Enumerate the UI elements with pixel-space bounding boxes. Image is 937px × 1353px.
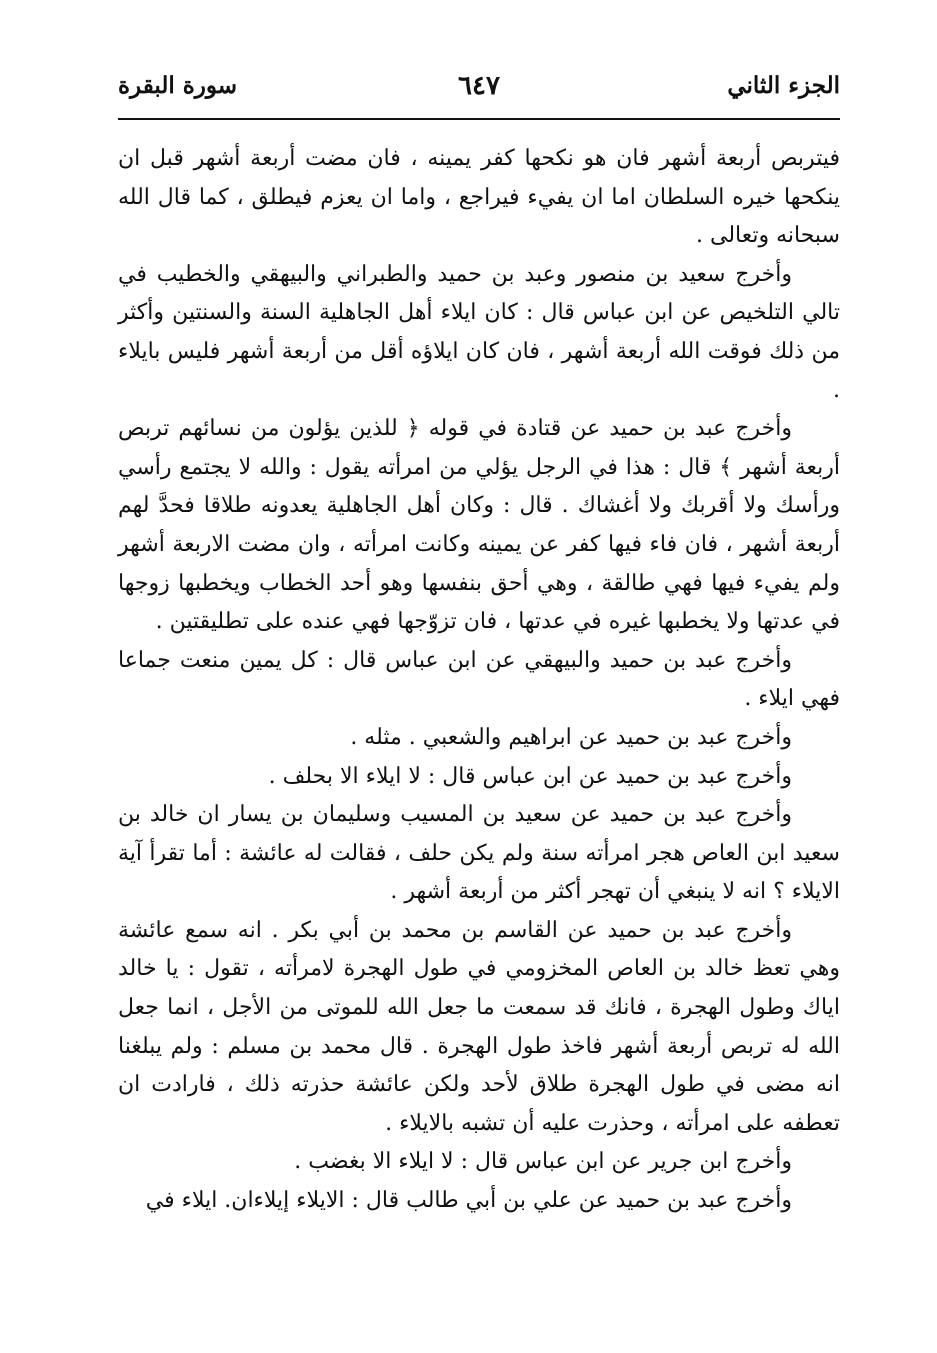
paragraph: وأخرج سعيد بن منصور وعبد بن حميد والطبراني والبيهقي والخطيب في تالي التلخيص عن ابن عباس قال : كان ايلاء أهل الجاهلية السنة والسنتين وأكثر من ذلك فوقت الله أربعة أشهر ، فان كان ايلاؤه أقل من أربعة أشهر فليس بايلاء . — [118, 261, 840, 403]
paragraph: فيتربص أربعة أشهر فان هو نكحها كفر يمينه ، فان مضت أربعة أشهر قبل ان ينكحها خيره السلطان اما ان يفيء فيراجع ، واما ان يعزم فيطلق ، كما قال الله سبحانه وتعالى . — [118, 146, 840, 249]
surah-title: سورة البقرة — [118, 72, 238, 99]
paragraph: وأخرج عبد بن حميد عن ابراهيم والشعبي . مثله . — [350, 724, 792, 750]
paragraph: وأخرج عبد بن حميد عن سعيد بن المسيب وسليمان بن يسار ان خالد بن سعيد ابن العاص هجر امرأته سنة ولم يكن حلف ، فقالت له عائشة : أما تقرأ آية الايلاء ؟ انه لا ينبغي أن تهجر أكثر من أربعة أشهر . — [118, 802, 840, 905]
page-header — [118, 68, 840, 108]
paragraph: وأخرج عبد بن حميد عن علي بن أبي طالب قال : الايلاء إيلاءان. ايلاء في — [145, 1188, 792, 1214]
page-number: ٦٤٧ — [458, 71, 500, 101]
part-title: الجزء الثاني — [727, 72, 840, 99]
paragraph: وأخرج ابن جرير عن ابن عباس قال : لا ايلاء الا بغضب . — [294, 1149, 792, 1175]
header-divider — [118, 118, 840, 120]
paragraph: وأخرج عبد بن حميد عن القاسم بن محمد بن أبي بكر . انه سمع عائشة وهي تعظ خالد بن العاص المخزومي في طول الهجرة لامرأته ، تقول : يا خالد اياك وطول الهجرة ، فانك قد سمعت ما جعل الله للموتى من الأجل ، انما جعل الله له تربص أربعة أشهر فاخذ طول الهجرة . قال محمد بن مسلم : ولم يبلغنا انه مضى في طول الهجرة طلاق لأحد ولكن عائشة حذرته ذلك ، فارادت ان تعطفه على امرأته ، وحذرت عليه أن تشبه بالايلاء . — [118, 917, 840, 1136]
main-text — [118, 140, 840, 1221]
paragraph: وأخرج عبد بن حميد والبيهقي عن ابن عباس قال : كل يمين منعت جماعا فهي ايلاء . — [118, 647, 840, 712]
paragraph: وأخرج عبد بن حميد عن ابن عباس قال : لا ايلاء الا بحلف . — [268, 763, 792, 789]
paragraph: وأخرج عبد بن حميد عن قتادة في قوله ﴿ للذين يؤلون من نسائهم تربص أربعة أشهر ﴾ قال : هذا في الرجل يؤلي من امرأته يقول : والله لا يجتمع رأسي ورأسك ولا أقربك ولا أغشاك . قال : وكان أهل الجاهلية يعدونه طلاقا فحدَّ لهم أربعة أشهر ، فان فاء فيها كفر عن يمينه وكانت امرأته ، وان مضت الاربعة أشهر ولم يفيء فيها فهي طالقة ، وهي أحق بنفسها وهو أحد الخطاب ويخطبها زوجها في عدتها ولا يخطبها غيره في عدتها ، فان تزوّجها فهي عنده على تطليقتين . — [118, 416, 840, 635]
